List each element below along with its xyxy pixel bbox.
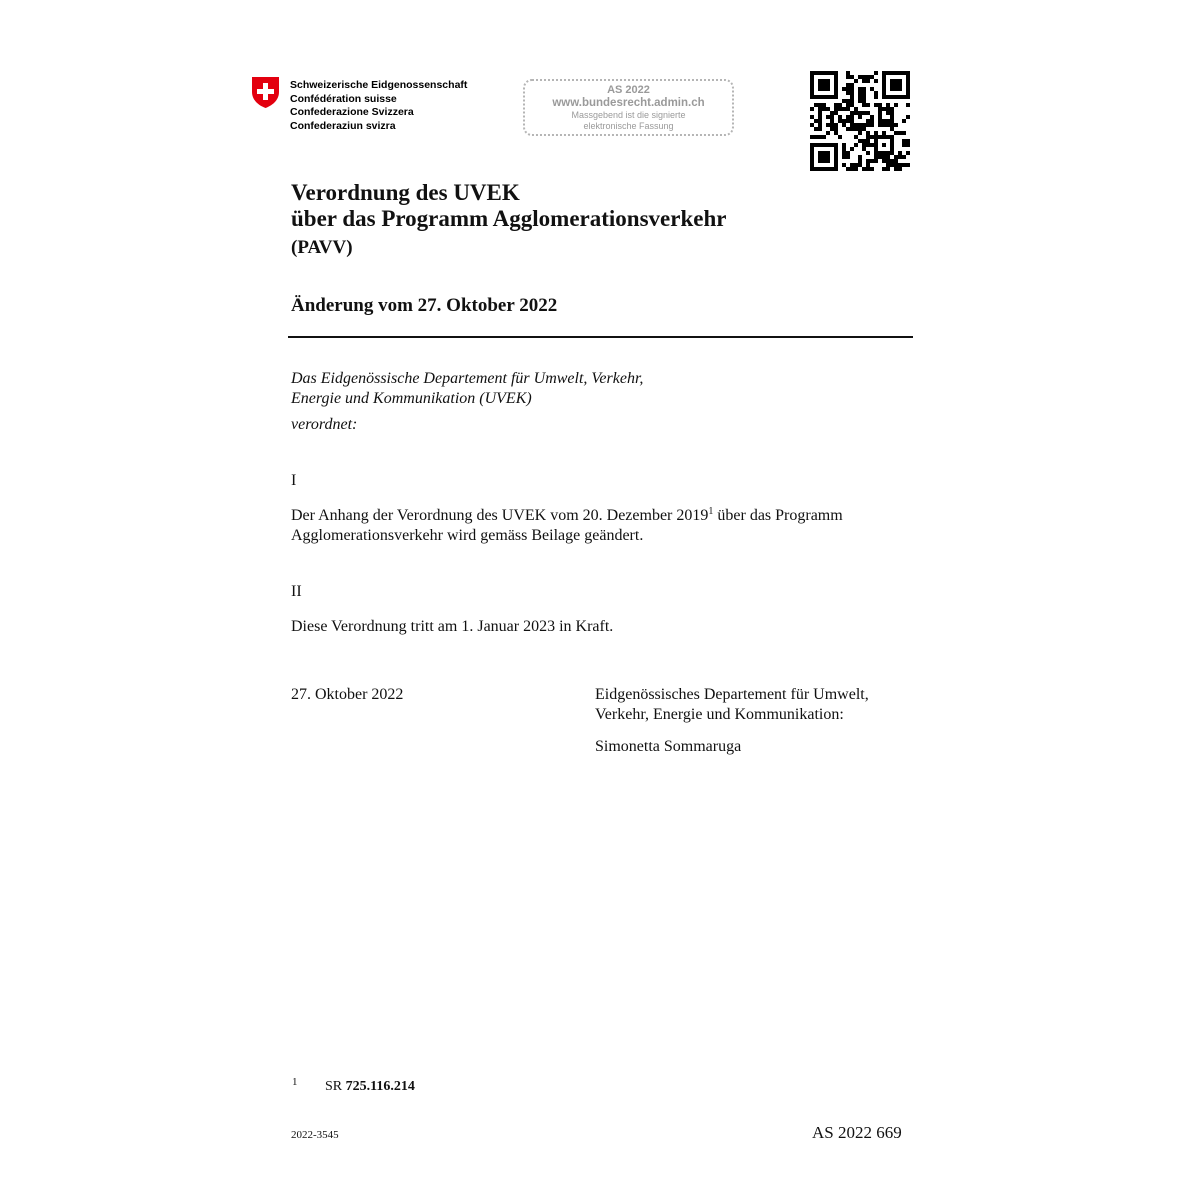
section-1-label: I <box>291 472 297 489</box>
enacting-verb: verordnet: <box>291 416 358 433</box>
footnote-text <box>325 1079 415 1095</box>
stamp-note-line1: Massgebend ist die signierte <box>571 110 686 120</box>
as-number: AS 2022 669 <box>812 1123 902 1142</box>
section-1-text-b: über das Programm Agglomerationsverkehr wird gemäss Beilage geändert. <box>291 507 843 544</box>
section-2-label: II <box>291 583 302 600</box>
preamble <box>291 369 811 409</box>
confederation-name <box>290 79 467 133</box>
footnote-sr-reference[interactable]: 725.116.214 <box>345 1079 415 1094</box>
footnote-reference[interactable]: 1 <box>708 506 714 517</box>
section-1-text <box>291 506 916 546</box>
department-line-1: Eidgenössisches Departement für Umwelt, <box>595 686 869 703</box>
document-number: 2022-3545 <box>291 1129 339 1141</box>
swiss-coat-of-arms-icon <box>251 76 280 109</box>
section-2-text: Diese Verordnung tritt am 1. Januar 2023 in Kraft. <box>291 618 614 635</box>
preamble-line-1: Das Eidgenössische Departement für Umwelt, Verkehr, <box>291 370 644 387</box>
stamp-as-year: AS 2022 <box>607 84 650 96</box>
confederation-line-de: Schweizerische Eidgenossenschaft <box>290 79 468 91</box>
preamble-line-2: Energie und Kommunikation (UVEK) <box>291 390 532 407</box>
amendment-date: Änderung vom 27. Oktober 2022 <box>291 295 558 316</box>
short-title: (PAVV) <box>291 237 353 258</box>
publication-stamp <box>523 79 734 136</box>
document-title <box>291 180 726 232</box>
footnote-prefix: SR <box>325 1079 346 1094</box>
signatory-name: Simonetta Sommaruga <box>595 738 742 755</box>
confederation-line-fr: Confédération suisse <box>290 92 397 105</box>
signature-department <box>595 685 925 725</box>
section-1-text-a: Der Anhang der Verordnung des UVEK vom 20. Dezember 2019 <box>291 507 709 524</box>
title-divider <box>288 336 913 338</box>
confederation-line-rm: Confederaziun svizra <box>290 119 396 132</box>
title-line-2: über das Programm Agglomerationsverkehr <box>291 206 727 231</box>
stamp-note-line2: elektronische Fassung <box>583 120 674 131</box>
department-line-2: Verkehr, Energie und Kommunikation: <box>595 706 844 723</box>
stamp-url: www.bundesrecht.admin.ch <box>552 97 705 109</box>
signature-date: 27. Oktober 2022 <box>291 686 404 703</box>
confederation-line-it: Confederazione Svizzera <box>290 106 414 118</box>
title-line-1: Verordnung des UVEK <box>291 180 520 205</box>
footnote-number: 1 <box>292 1076 298 1088</box>
qr-code-icon <box>810 71 910 171</box>
